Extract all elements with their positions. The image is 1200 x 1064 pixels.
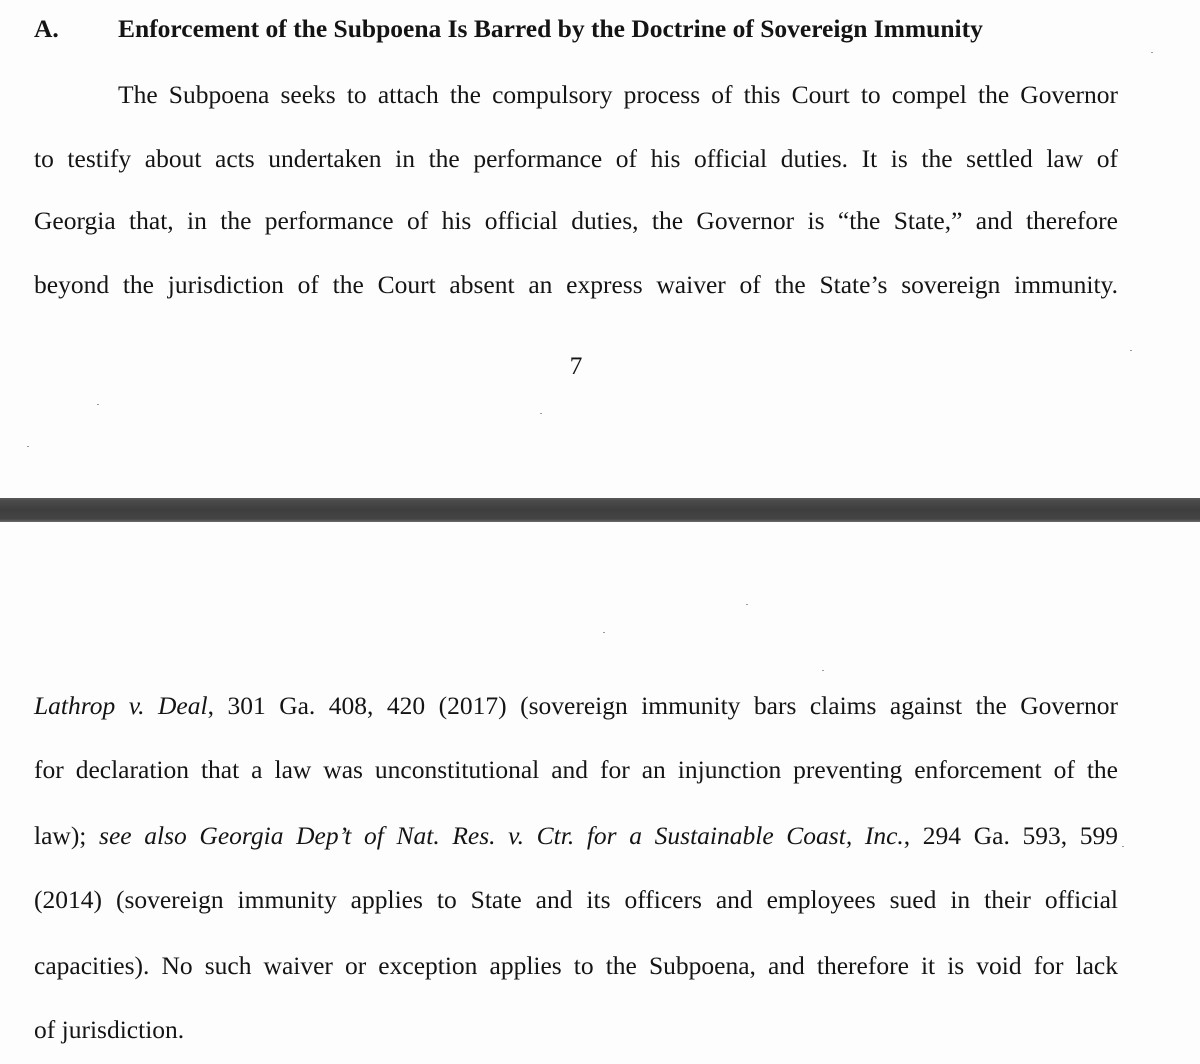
scan-speck	[1122, 846, 1124, 847]
paragraph-line: to testify about acts undertaken in the performance of his official duties. It is the settled law of	[34, 144, 1118, 173]
paragraph-line	[34, 691, 1118, 721]
page-separator	[0, 498, 1200, 522]
case-name: see also Georgia Dep’t of Nat. Res. v. Ctr. for a Sustainable Coast, Inc.	[99, 821, 904, 850]
document-page-bottom	[0, 522, 1200, 1064]
paragraph-line: for declaration that a law was unconstitutional and for an injunction preventing enforcement of the	[34, 755, 1118, 784]
scan-speck	[27, 446, 29, 447]
paragraph-line: The Subpoena seeks to attach the compulsory process of this Court to compel the Governor	[118, 80, 1118, 109]
paragraph-line: capacities). No such waiver or exception applies to the Subpoena, and therefore it is void for lack	[34, 951, 1118, 980]
paragraph-line: (2014) (sovereign immunity applies to State and its officers and employees sued in their official	[34, 885, 1118, 914]
paragraph-line: beyond the jurisdiction of the Court absent an express waiver of the State’s sovereign immunity.	[34, 270, 1118, 299]
citation-text: , 301 Ga. 408, 420 (2017) (sovereign immunity bars claims against the Governor	[207, 691, 1118, 720]
section-title: Enforcement of the Subpoena Is Barred by the Doctrine of Sovereign Immunity	[118, 14, 983, 43]
document-page-top	[0, 0, 1200, 498]
citation-text: , 294 Ga. 593, 599	[903, 821, 1118, 850]
scan-speck	[1151, 52, 1153, 53]
scan-speck	[822, 670, 824, 671]
scan-speck	[1130, 350, 1132, 351]
scan-speck	[746, 604, 748, 605]
scan-speck	[603, 632, 605, 633]
case-name: Lathrop v. Deal	[34, 691, 208, 720]
section-letter: A.	[34, 14, 59, 43]
page-number: 7	[569, 351, 583, 380]
scan-speck	[540, 413, 542, 414]
paragraph-line	[34, 821, 1118, 851]
paragraph-line: Georgia that, in the performance of his official duties, the Governor is “the State,” and therefore	[34, 206, 1118, 235]
citation-text: law);	[34, 821, 100, 850]
scan-speck	[97, 404, 99, 405]
paragraph-line: of jurisdiction.	[34, 1015, 185, 1044]
